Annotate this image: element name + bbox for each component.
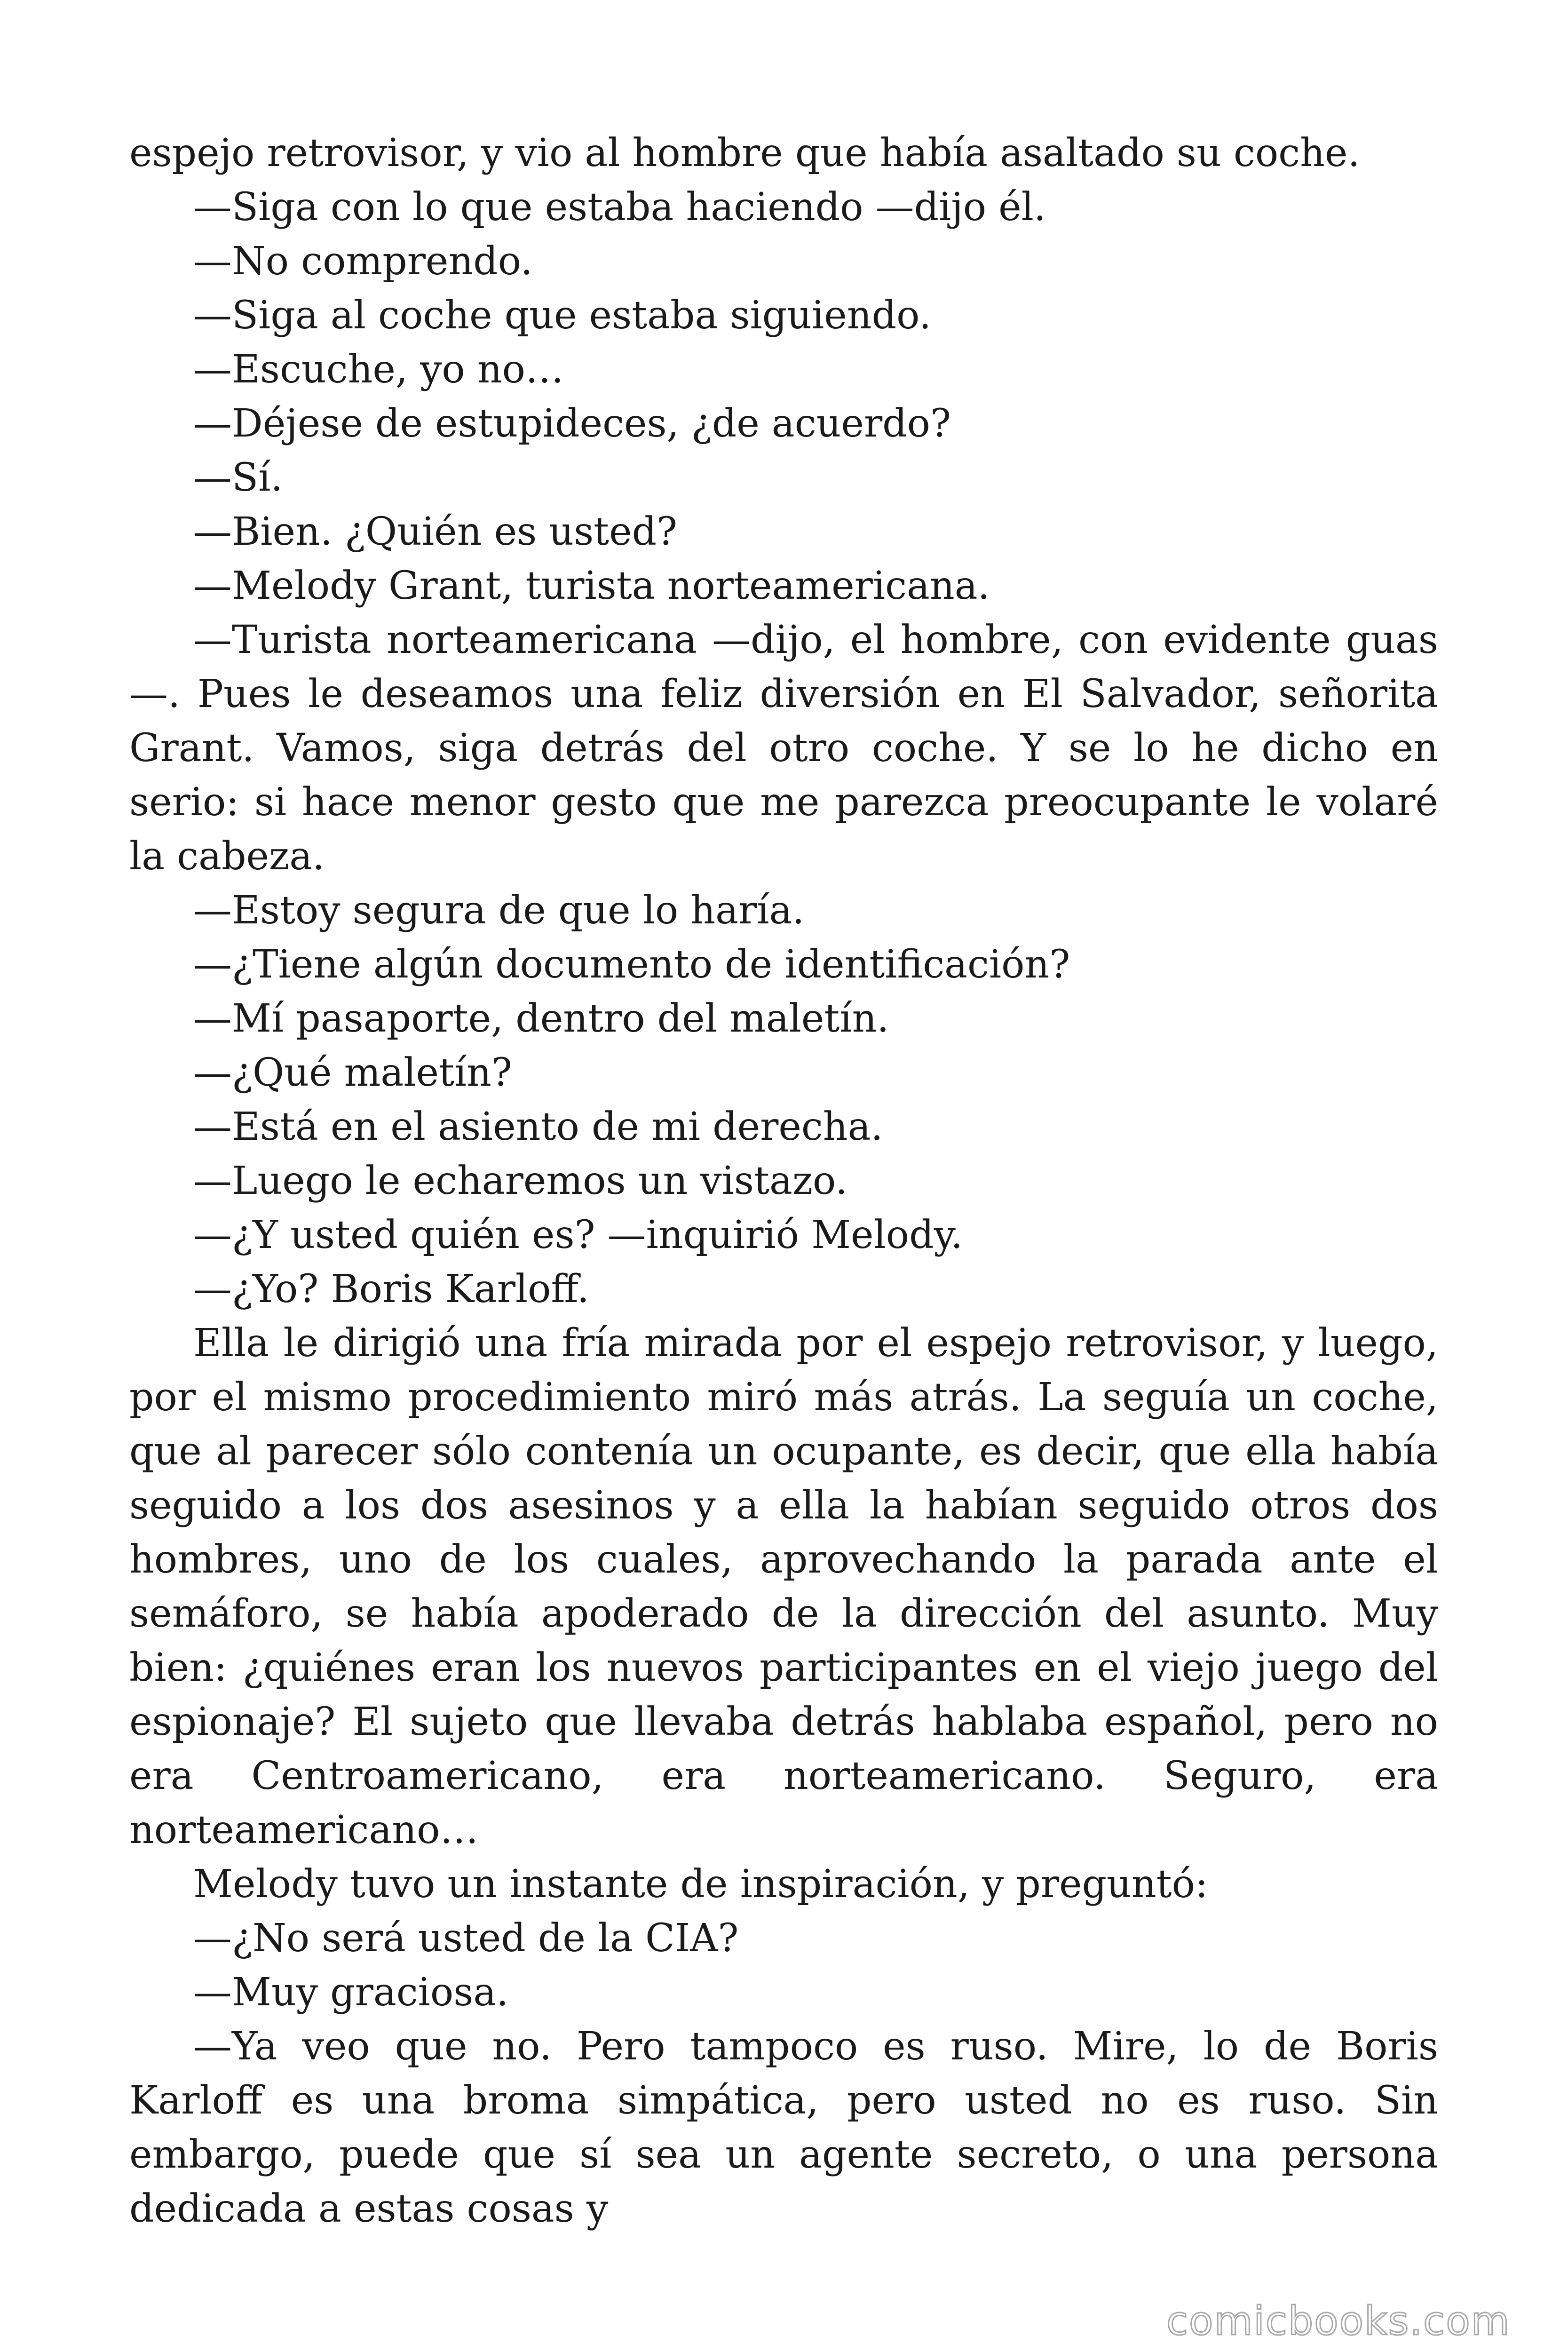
paragraph: —Mí pasaporte, dentro del maletín. — [193, 996, 889, 1041]
paragraph: —Ya veo que no. Pero tampoco es ruso. Mire, lo de Boris Karloff es una broma simpática, pero usted no es ruso. Sin embargo, puede que sí sea un agente secreto, o una persona dedicada a estas cosas y — [129, 2024, 1438, 2231]
paragraph: —¿Y usted quién es? —inquirió Melody. — [193, 1213, 963, 1257]
paragraph: —Muy graciosa. — [193, 1970, 509, 2015]
paragraph: —Luego le echaremos un vistazo. — [193, 1159, 848, 1203]
paragraph: Melody tuvo un instante de inspiración, y preguntó: — [193, 1862, 1208, 1907]
watermark: comicbooks.com — [1166, 2298, 1511, 2344]
paragraph: —¿Yo? Boris Karloff. — [193, 1267, 589, 1311]
paragraph: Ella le dirigió una fría mirada por el espejo retrovisor, y luego, por el mismo procedimiento miró más atrás. La seguía un coche, que al parecer sólo contenía un ocupante, es decir, que ella había seguido a los dos asesinos y a ella la habían seguido otros dos hombres, uno de los cuales, aprovechando la parada ante el semáforo, se había apoderado de la dirección del asunto. Muy bien: ¿quiénes eran los nuevos participantes en el viejo juego del espionaje? El sujeto que llevaba detrás hablaba español, pero no era Centroamericano, era norteamericano. Seguro, era norteamericano… — [129, 1321, 1438, 1852]
paragraph: —Estoy segura de que lo haría. — [193, 888, 805, 933]
body-text — [129, 126, 1438, 2236]
paragraph: espejo retrovisor, y vio al hombre que había asaltado su coche. — [129, 131, 1360, 175]
paragraph: —Siga al coche que estaba siguiendo. — [193, 293, 932, 338]
paragraph: —Turista norteamericana —dijo, el hombre, con evidente guas —. Pues le deseamos una feliz diversión en El Salvador, señorita Grant. Vamos, siga detrás del otro coche. Y se lo he dicho en serio: si hace menor gesto que me parezca preocupante le volaré la cabeza. — [129, 618, 1438, 879]
paragraph: —Bien. ¿Quién es usted? — [193, 509, 678, 554]
paragraph: —Sí. — [193, 455, 283, 500]
paragraph: —Melody Grant, turista norteamericana. — [193, 564, 990, 608]
paragraph: —Siga con lo que estaba haciendo —dijo él. — [193, 185, 1046, 230]
paragraph: —¿Qué maletín? — [193, 1050, 512, 1095]
paragraph: —Déjese de estupideces, ¿de acuerdo? — [193, 401, 951, 446]
paragraph: —No comprendo. — [193, 239, 533, 284]
paragraph: —Escuche, yo no… — [193, 347, 564, 392]
paragraph: —Está en el asiento de mi derecha. — [193, 1104, 883, 1149]
paragraph: —¿No será usted de la CIA? — [193, 1916, 739, 1961]
paragraph: —¿Tiene algún documento de identificación? — [193, 942, 1070, 987]
